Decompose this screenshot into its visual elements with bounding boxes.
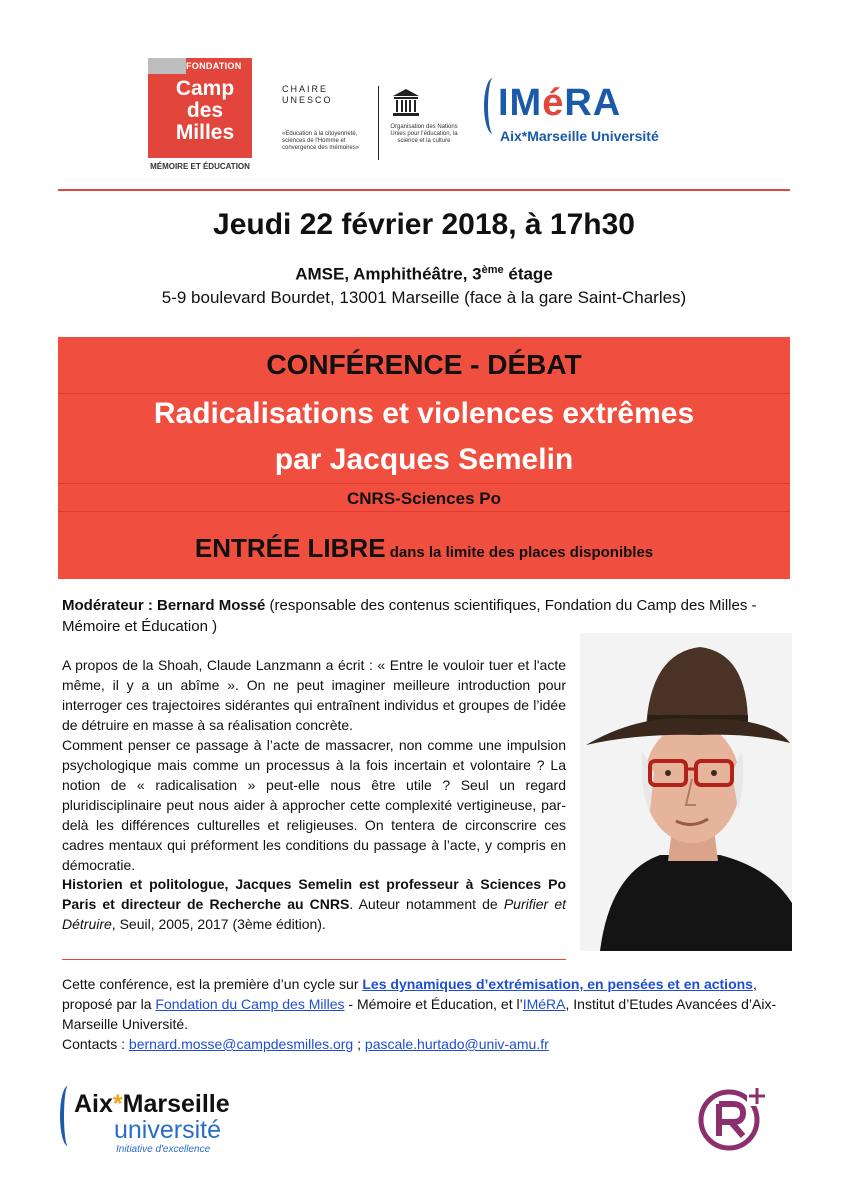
amu-logo bbox=[60, 1080, 270, 1160]
contacts-separator: ; bbox=[353, 1036, 365, 1052]
imera-wordmark bbox=[498, 82, 621, 125]
imera-logo bbox=[484, 84, 674, 144]
amu-marseille: Marseille bbox=[122, 1090, 230, 1118]
banner-separator bbox=[58, 393, 790, 394]
bio-bold: Historien et politologue, Jacques Semelin est professeur à Sciences Po Paris et directeur de Recherche au CNRS bbox=[62, 876, 566, 912]
unesco-divider bbox=[378, 86, 379, 160]
unesco-org-text: Organisation des Nations Unies pour l'éducation, la science et la culture bbox=[390, 124, 458, 144]
cycle-link[interactable]: Les dynamiques d’extrémisation, en pensées et en actions bbox=[362, 976, 753, 992]
venue-end: étage bbox=[503, 264, 553, 284]
speaker-portrait-illustration bbox=[580, 633, 792, 951]
bio-end: , Seuil, 2005, 2017 (3ème édition). bbox=[111, 916, 326, 932]
amu-initiative: Initiative d'excellence bbox=[116, 1144, 211, 1155]
banner-separator bbox=[58, 511, 790, 512]
bio-book: Purifier et Détruire bbox=[62, 896, 566, 932]
moderator-line bbox=[62, 595, 792, 637]
chaire-unesco-label: CHAIRE UNESCO bbox=[282, 84, 333, 105]
top-divider bbox=[58, 189, 790, 191]
banner-affiliation: CNRS-Sciences Po bbox=[347, 489, 501, 508]
logo-gray-block bbox=[148, 58, 186, 74]
footer-text-3: - Mémoire et Éducation, et l’ bbox=[344, 996, 523, 1012]
banner-type: CONFÉRENCE - DÉBAT bbox=[266, 349, 582, 380]
imera-university: Aix*Marseille Université bbox=[500, 128, 659, 144]
footer-text-1: Cette conférence, est la première d’un cycle sur bbox=[62, 976, 363, 992]
r-plus-icon bbox=[695, 1082, 773, 1152]
imera-word-accent: é bbox=[542, 82, 565, 124]
event-venue bbox=[0, 264, 848, 285]
contacts-label: Contacts : bbox=[62, 1036, 129, 1052]
amu-aix: Aix bbox=[74, 1090, 113, 1118]
amu-universite: université bbox=[114, 1116, 221, 1144]
bio-mid: . Auteur notamment de bbox=[349, 896, 504, 912]
unesco-chair-logo bbox=[282, 84, 462, 164]
logo-fondation-label: FONDATION bbox=[186, 61, 242, 71]
email-link-hurtado[interactable]: pascale.hurtado@univ-amu.fr bbox=[364, 1036, 549, 1052]
chaire-unesco-text: «Education à la citoyenneté, sciences de l'Homme et convergence des mémoires» bbox=[282, 131, 360, 151]
banner-separator bbox=[58, 483, 790, 484]
banner-title: Radicalisations et violences extrêmes bbox=[153, 397, 695, 430]
r-logo bbox=[695, 1082, 773, 1152]
moderator-detail: (responsable des contenus scientifiques, Fondation du Camp des Milles - Mémoire et Éducation ) bbox=[62, 597, 757, 635]
conference-banner bbox=[58, 337, 790, 579]
event-date: Jeudi 22 février 2018, à 17h30 bbox=[213, 208, 635, 241]
imera-word-end: RA bbox=[564, 82, 622, 124]
entry-limit: dans la limite des places disponibles bbox=[385, 544, 654, 561]
description-paragraph-2: Comment penser ce passage à l’acte de massacrer, non comme une impulsion psychologique mais comme un processus à la fois incertain et volontaire ? La notion de « radicalisation » peut-elle nous être utile ? Seul un regard pluridisciplinaire peut nous aider à approcher cette complexité vertigineuse, par-delà les différences culturelles et religieuses. On tentera de circonscrire ces cadres mentaux qui préforment les conditions du passage à l’acte, y compris en démocratie. bbox=[62, 737, 566, 873]
venue-sup: ème bbox=[481, 264, 504, 276]
speaker-photo bbox=[580, 633, 792, 951]
event-address: 5-9 boulevard Bourdet, 13001 Marseille (face à la gare Saint-Charles) bbox=[161, 288, 687, 307]
unesco-temple-icon bbox=[392, 88, 420, 118]
moderator-label: Modérateur : Bernard Mossé bbox=[62, 597, 266, 614]
imera-link[interactable]: IMéRA bbox=[522, 996, 566, 1012]
fondation-link[interactable]: Fondation du Camp des Milles bbox=[155, 996, 345, 1012]
logo-camp-name: Camp des Milles bbox=[175, 77, 235, 144]
description-paragraph-1: A propos de la Shoah, Claude Lanzmann a écrit : « Entre le vouloir tuer et l'acte même, il y a un abîme ». On ne peut imaginer meilleure introduction pour interroger ces trajectoires sidérantes qui entraînent individus et groupes de l’idée de détruire en masse à sa réalisation concrète. bbox=[62, 657, 566, 733]
footer-text-4: , Institut d’Etudes Avancées d’Aix-Marseille Université. bbox=[62, 996, 777, 1032]
footer-divider bbox=[62, 959, 566, 960]
footer-text-2: , proposé par la bbox=[62, 976, 757, 1012]
camp-des-milles-logo bbox=[148, 58, 252, 176]
imera-word-start: IM bbox=[498, 82, 543, 124]
amu-name bbox=[74, 1090, 230, 1119]
description bbox=[62, 655, 566, 875]
banner-author: par Jacques Semelin bbox=[274, 443, 574, 476]
speaker-bio bbox=[62, 874, 566, 934]
logo-camp-subtitle: MÉMOIRE ET ÉDUCATION bbox=[150, 162, 250, 171]
banner-entry bbox=[58, 533, 790, 564]
footer-info bbox=[62, 974, 792, 1054]
entry-free: ENTRÉE LIBRE bbox=[194, 533, 386, 563]
venue-main: AMSE, Amphithéâtre, 3 bbox=[295, 264, 482, 284]
amu-star-icon: * bbox=[112, 1090, 123, 1118]
email-link-mosse[interactable]: bernard.mosse@campdesmilles.org bbox=[128, 1036, 354, 1052]
